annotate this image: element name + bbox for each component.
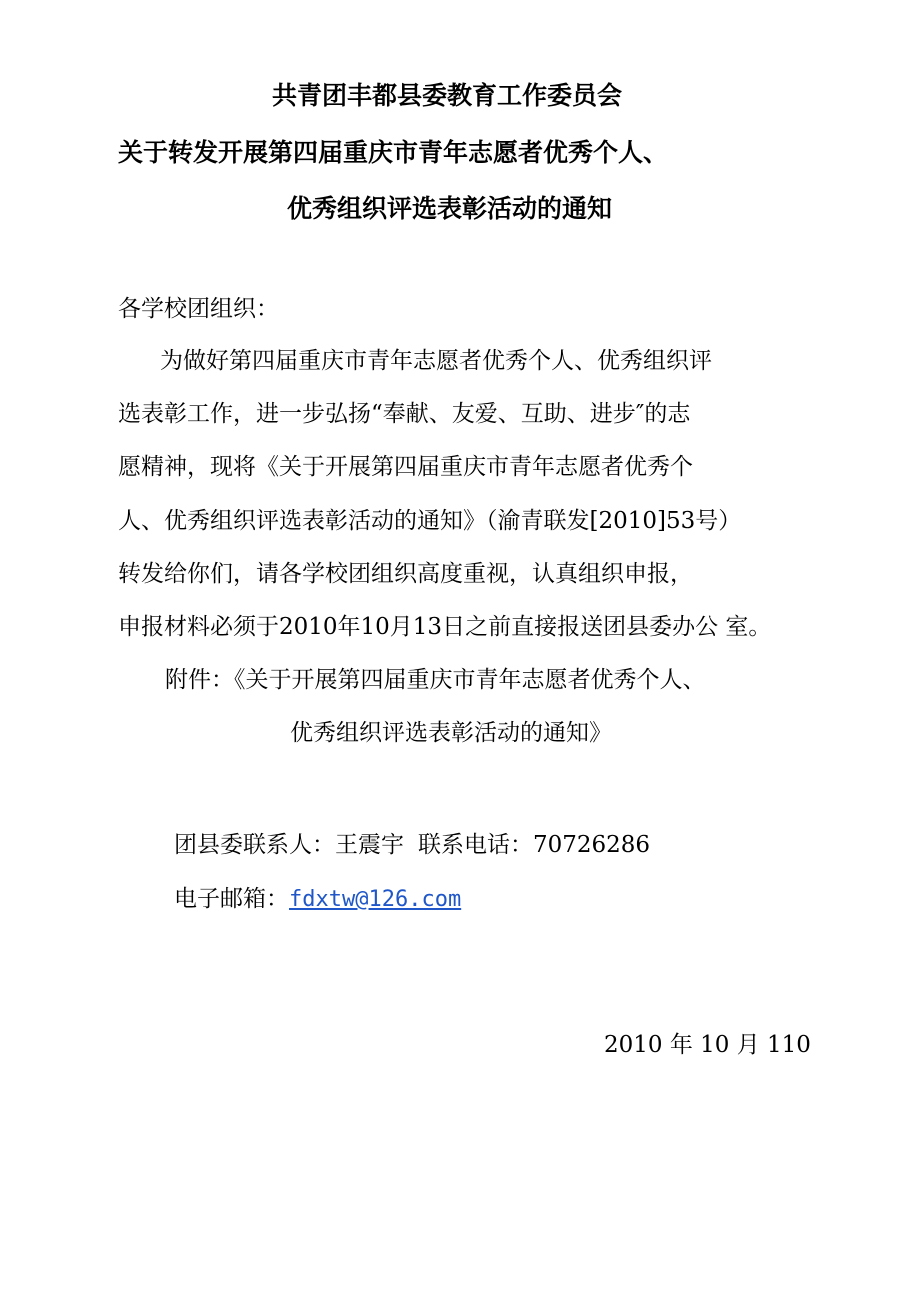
contact-person-label: 团县委联系人： (174, 832, 335, 858)
document-date: 2010 年 10 月 110 (604, 1032, 811, 1058)
email-label: 电子邮箱： (174, 886, 289, 912)
body-line-2: 选表彰工作，进一步弘扬“奉献、友爱、互助、进步″的志 (118, 401, 691, 427)
email-link[interactable]: fdxtw@126.com (289, 887, 462, 912)
org-title: 共青团丰都县委教育工作委员会 (272, 81, 623, 110)
attachment-line-1: 附件：《关于开展第四届重庆市青年志愿者优秀个人、 (165, 667, 706, 693)
contact-person-line (174, 834, 650, 857)
salutation: 各学校团组织： (118, 296, 279, 322)
document-title-line-2: 优秀组织评选表彰活动的通知 (287, 194, 613, 223)
contact-phone: 70726286 (533, 832, 651, 858)
body-line-4: 人、优秀组织评选表彰活动的通知》（渝青联发[2010]53号） (118, 508, 742, 534)
contact-person-name: 王震宇 (335, 832, 404, 858)
body-line-3: 愿精神，现将《关于开展第四届重庆市青年志愿者优秀个 (118, 454, 693, 480)
attachment-line-2: 优秀组织评选表彰活动的通知》 (290, 720, 612, 746)
contact-phone-label: 联系电话： (418, 832, 533, 858)
body-line-1: 为做好第四届重庆市青年志愿者优秀个人、优秀组织评 (160, 348, 712, 374)
body-line-6: 申报材料必须于2010年10月13日之前直接报送团县委办公 室。 (118, 614, 772, 640)
body-line-5: 转发给你们，请各学校团组织高度重视，认真组织申报， (118, 561, 693, 587)
document-title-line-1: 关于转发开展第四届重庆市青年志愿者优秀个人、 (118, 138, 669, 167)
contact-email-line (174, 888, 461, 911)
